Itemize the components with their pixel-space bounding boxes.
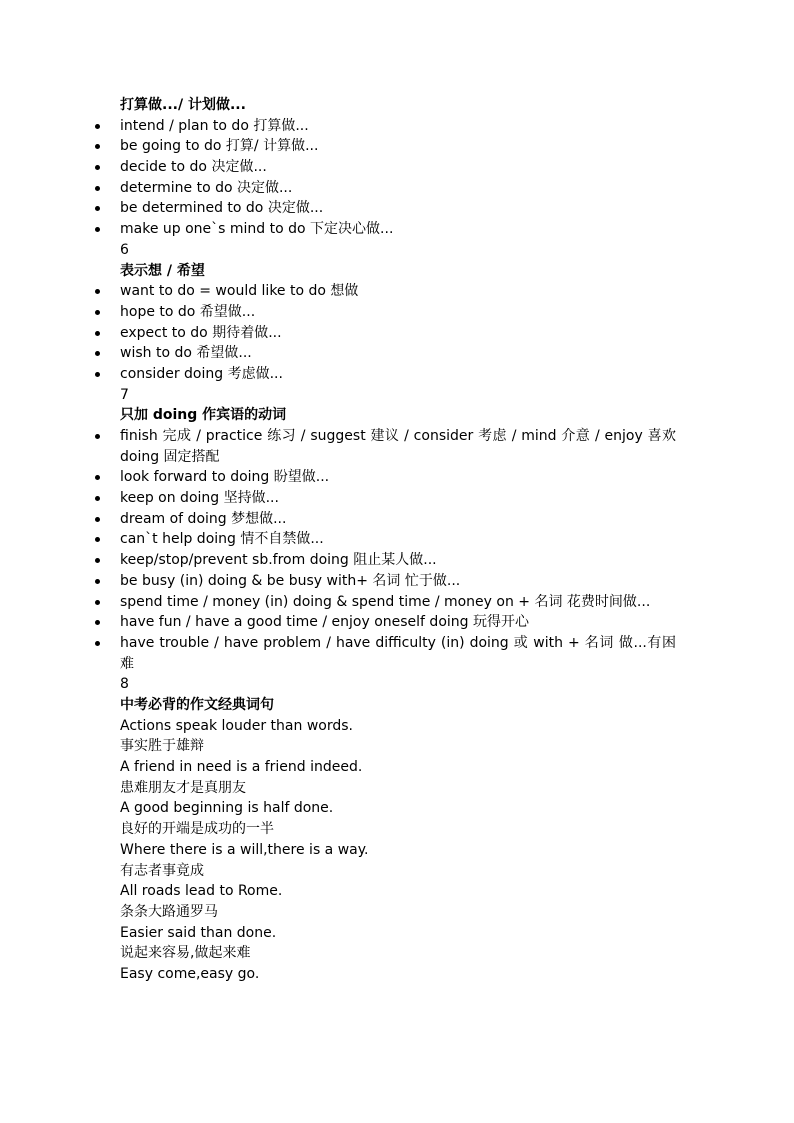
bullet-icon [95, 124, 100, 129]
section-heading: 中考必背的作文经典词句 [120, 697, 274, 714]
proverb-line: A friend in need is a friend indeed. [120, 759, 363, 776]
bullet-icon [95, 579, 100, 584]
list-item: decide to do 决定做... [0, 157, 794, 178]
bullet-icon [95, 475, 100, 480]
section-number: 6 [120, 241, 129, 258]
bullet-icon [95, 144, 100, 149]
bullet-icon [95, 537, 100, 542]
list-item: dream of doing 梦想做... [0, 509, 794, 530]
list-item: be busy (in) doing & be busy with+ 名词 忙于做... [0, 571, 794, 592]
bullet-icon [95, 331, 100, 336]
list-item: keep/stop/prevent sb.from doing 阻止某人做... [0, 550, 794, 571]
list-item: keep on doing 坚持做... [0, 488, 794, 509]
list-item: make up one`s mind to do 下定决心做... [0, 219, 794, 240]
bullet-icon [95, 289, 100, 294]
proverb-line: 说起来容易,做起来难 [120, 945, 251, 962]
list-item: wish to do 希望做... [0, 343, 794, 364]
bullet-icon [95, 351, 100, 356]
proverb-line: 良好的开端是成功的一半 [120, 821, 274, 838]
bullet-icon [95, 517, 100, 522]
bullet-icon [95, 372, 100, 377]
proverb-line: Actions speak louder than words. [120, 717, 353, 734]
list-item: expect to do 期待着做... [0, 323, 794, 344]
list-item: have fun / have a good time / enjoy oneself doing 玩得开心 [0, 612, 794, 633]
list-item: determine to do 决定做... [0, 178, 794, 199]
bullet-icon [95, 186, 100, 191]
list-item: be going to do 打算/ 计算做... [0, 136, 794, 157]
list-item: hope to do 希望做... [0, 302, 794, 323]
section-heading: 表示想 / 希望 [120, 262, 205, 279]
bullet-icon [95, 558, 100, 563]
bullet-icon [95, 206, 100, 211]
proverb-line: 事实胜于雄辩 [120, 738, 204, 755]
section-heading: 只加 doing 作宾语的动词 [120, 407, 287, 424]
bullet-icon [95, 165, 100, 170]
proverb-line: All roads lead to Rome. [120, 883, 283, 900]
list-item: intend / plan to do 打算做... [0, 116, 794, 137]
bullet-icon [95, 310, 100, 315]
proverb-line: Easier said than done. [120, 924, 277, 941]
proverb-line: 患难朋友才是真朋友 [120, 779, 246, 796]
bullet-icon [95, 620, 100, 625]
list-item: finish 完成 / practice 练习 / suggest 建议 / consider 考虑 / mind 介意 / enjoy 喜欢 doing 固定搭配 [0, 426, 794, 467]
bullet-icon [95, 434, 100, 439]
list-item: have trouble / have problem / have difficulty (in) doing 或 with + 名词 做...有困难 [0, 633, 794, 674]
list-item: spend time / money (in) doing & spend time / money on + 名词 花费时间做... [0, 592, 794, 613]
bullet-icon [95, 641, 100, 646]
list-item: want to do = would like to do 想做 [0, 281, 794, 302]
proverb-line: 有志者事竟成 [120, 862, 204, 879]
list-item: can`t help doing 情不自禁做... [0, 529, 794, 550]
bullet-icon [95, 600, 100, 605]
list-item: consider doing 考虑做... [0, 364, 794, 385]
proverb-line: 条条大路通罗马 [120, 903, 218, 920]
list-item: be determined to do 决定做... [0, 198, 794, 219]
proverb-line: Where there is a will,there is a way. [120, 841, 369, 858]
proverb-line: A good beginning is half done. [120, 800, 334, 817]
document-body [0, 95, 794, 985]
bullet-icon [95, 227, 100, 232]
section-number: 8 [120, 676, 129, 693]
section-number: 7 [120, 386, 129, 403]
section-heading: 打算做.../ 计划做... [120, 97, 246, 113]
bullet-icon [95, 496, 100, 501]
proverb-line: Easy come,easy go. [120, 965, 260, 982]
list-item: look forward to doing 盼望做... [0, 467, 794, 488]
